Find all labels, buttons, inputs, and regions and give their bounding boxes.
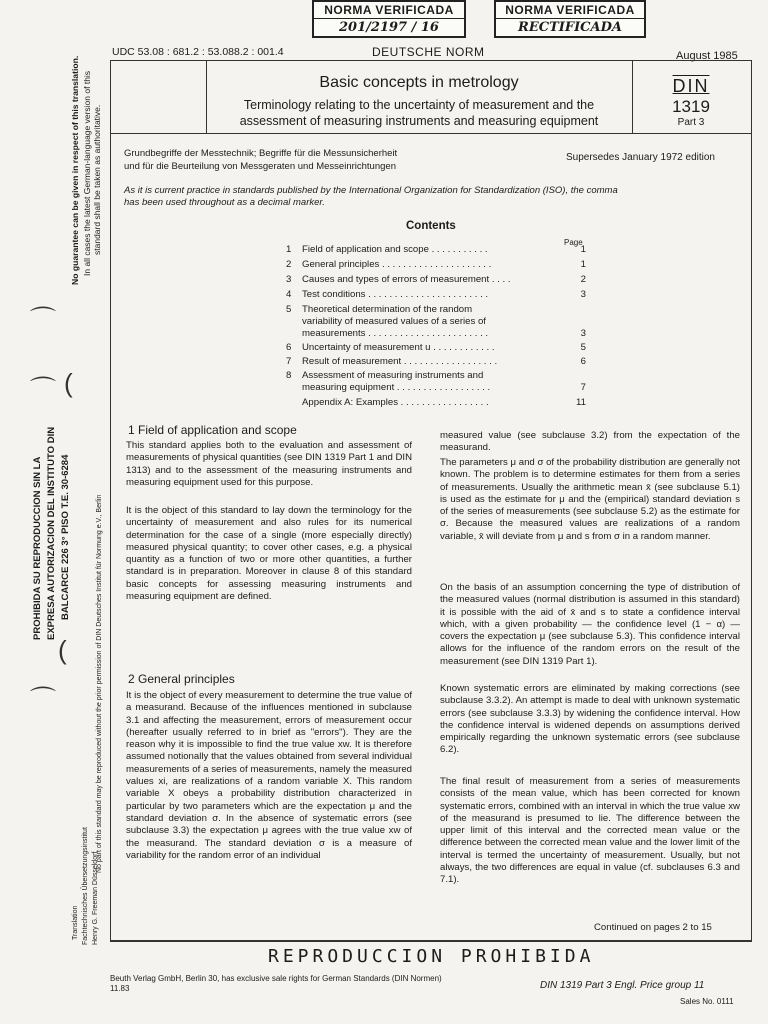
toc-label: Causes and types of errors of measurement . . . . <box>302 274 511 285</box>
iso-note-2: has been used throughout as a decimal marker. <box>124 197 325 208</box>
stamp-signature: 201/2197 / 16 <box>339 20 439 35</box>
punch-mark: ⌒ <box>30 305 57 335</box>
section-1-heading: 1 Field of application and scope <box>128 423 297 437</box>
margin-copyright: No part of this standard may be reproduced without the prior permission of DIN Deutsches Institut für Normung e.V., Berlin <box>96 494 103 873</box>
right-col-para-5: The final result of measurement from a series of measurements consists of the mean value, which has been corrected for known systematic errors, combined with an interval in which the true value xw of the measurand is presumed to lie. The difference between the upper limit of this interval and the corrected mean value or the difference between the corrected mean value and the lower limit of the interval is termed the uncertainty of measurement. Usually, but not always, the two differences are equal in value (cf. subclauses 6.3 and 7.1). <box>440 776 740 886</box>
toc-label: Field of application and scope . . . . . . . . . . . <box>302 244 488 255</box>
publication-date: August 1985 <box>676 50 738 62</box>
toc-page: 1 <box>580 259 586 270</box>
right-col-para-3: On the basis of an assumption concerning the type of distribution of the measured values (normal distribution is assumed in this standard) it is possible with the aid of x̄ and s to state a confidence interval which, with a given probability — the confidence level (1 − α) — covers the expectation μ (see subclause 5.3). This confidence interval allows for the influence of the random errors on the result of the measurement (see DIN 1319 Part 1). <box>440 582 740 667</box>
toc-number: 1 <box>286 244 292 255</box>
stamp-header: NORMA VERIFICADA <box>314 2 464 19</box>
toc-label: variability of measured values of a series of <box>302 316 486 327</box>
toc-label: measuring equipment . . . . . . . . . . . . . . . . . . <box>302 382 491 393</box>
footer-reference: DIN 1319 Part 3 Engl. Price group 11 <box>540 980 705 991</box>
toc-page: 1 <box>580 244 586 255</box>
header-bottom-rule <box>110 133 752 134</box>
section-1-para-1: This standard applies both to the evaluation and assessment of measurements of physical quantities (see DIN 1319 Part 1 and DIN 1313) and to the assessment of the measuring instruments and measuring equipment used for this purpose. <box>126 440 412 488</box>
verification-stamp-left <box>312 0 466 38</box>
margin-registration-3: BALCARCE 226 3° PISO T.E. 30-6284 <box>60 454 71 620</box>
right-col-para-1: measured value (see subclause 3.2) from the expectation of the measurand. <box>440 430 740 454</box>
toc-page: 2 <box>580 274 586 285</box>
toc-number: 5 <box>286 304 292 315</box>
toc-page: 7 <box>580 382 586 393</box>
margin-guarantee-1: No guarantee can be given in respect of this translation. <box>70 55 80 285</box>
punch-mark: ( <box>58 635 67 665</box>
document-title: Basic concepts in metrology <box>319 74 519 91</box>
toc-label: Assessment of measuring instruments and <box>302 370 484 381</box>
right-col-para-4: Known systematic errors are eliminated by making corrections (see subclause 3.3.2). An attempt is made to deal with unknown systematic errors (see subclause 3.3.3) by widening the confidence interval. How the confidence interval is widened depends on assumptions derived empirically regarding the unknown systematic errors (see subclause 6.2). <box>440 683 740 756</box>
toc-label: measurements . . . . . . . . . . . . . . . . . . . . . . . <box>302 328 489 339</box>
footer-beuth: Beuth Verlag GmbH, Berlin 30, has exclusive sale rights for German Standards (DIN Normen) <box>110 974 442 983</box>
punch-mark: ( <box>64 368 73 398</box>
margin-translation-1: Translation <box>72 905 79 940</box>
toc-label: Theoretical determination of the random <box>302 304 473 315</box>
verification-stamp-right <box>494 0 646 38</box>
toc-label: Appendix A: Examples . . . . . . . . . . . . . . . . . <box>302 397 489 408</box>
punch-mark: ⌒ <box>30 375 57 405</box>
toc-number: 2 <box>286 259 292 270</box>
din-label: DIN <box>672 76 710 96</box>
toc-page: 3 <box>580 328 586 339</box>
stamp-header: NORMA VERIFICADA <box>496 2 644 19</box>
toc-number: 6 <box>286 342 292 353</box>
german-title-2: und für die Beurteilung von Messgeraten und Messeinrichtungen <box>124 161 396 172</box>
margin-translation-2: Fachtechnisches Übersetzungsinstitut <box>82 827 89 945</box>
iso-note-1: As it is current practice in standards published by the International Organization for Standardization (ISO), the comma <box>124 185 618 196</box>
section-1-para-2: It is the object of this standard to lay down the terminology for the uncertainty of measurement and also rules for its numerical determination for the case of a single (more especially directly) measured physical quantity; to cover other cases, e.g. a physical quantity as a function of two or more other quantities, a further standard is in preparation. Moreover in clause 8 of this standard basic concepts for assessing measuring instruments and measuring equipment are defined. <box>126 505 412 603</box>
continued-note: Continued on pages 2 to 15 <box>594 922 712 933</box>
udc-code: UDC 53.08 : 681.2 : 53.088.2 : 001.4 <box>112 46 284 58</box>
section-2-heading: 2 General principles <box>128 672 235 686</box>
footer-sales-no: Sales No. 0111 <box>680 997 734 1006</box>
toc-label: Test conditions . . . . . . . . . . . . . . . . . . . . . . . <box>302 289 489 300</box>
din-number: 1319 <box>672 97 710 116</box>
footer-code: 11.83 <box>110 984 130 993</box>
toc-label: Result of measurement . . . . . . . . . . . . . . . . . . <box>302 356 498 367</box>
toc-label: General principles . . . . . . . . . . . . . . . . . . . . . <box>302 259 492 270</box>
toc-label: Uncertainty of measurement u . . . . . . . . . . . . <box>302 342 495 353</box>
german-title-1: Grundbegriffe der Messtechnik; Begriffe für die Messunsicherheit <box>124 148 398 159</box>
stamp-signature: RECTIFICADA <box>518 20 622 35</box>
din-block <box>632 76 750 128</box>
din-part: Part 3 <box>677 117 705 128</box>
toc-page: 3 <box>580 289 586 300</box>
toc-page: 5 <box>580 342 586 353</box>
document-subtitle-1: Terminology relating to the uncertainty of measurement and the <box>243 98 595 112</box>
punch-mark: ⌒ <box>30 685 57 715</box>
supersedes-note: Supersedes January 1972 edition <box>566 152 715 163</box>
footer-rule <box>110 940 752 941</box>
reproduction-prohibited-stamp: REPRODUCCION PROHIBIDA <box>268 946 595 967</box>
contents-page-label: Page <box>564 238 583 247</box>
toc-page: 6 <box>580 356 586 367</box>
margin-registration-2: EXPRESA AUTORIZACION DEL INSTITUTO DIN <box>46 426 57 640</box>
contents-heading: Contents <box>406 220 456 232</box>
right-col-para-2: The parameters μ and σ of the probability distribution are generally not known. The problem is to determine estimates for them from a series of measurements. Usually the arithmetic mean x̄ (see subclause 5.1) is used as the estimate for μ and the (empirical) standard deviation s of the series of measurements (see subclause 5.2) as the estimate for σ. Because the measured values are realizations of a random variable, x̄ will deviate from μ and s from σ in a random manner. <box>440 457 740 542</box>
toc-number: 4 <box>286 289 292 300</box>
toc-number: 7 <box>286 356 292 367</box>
section-2-para-1: It is the object of every measurement to determine the true value of a measurand. Because of the influences mentioned in subclause 3.1 and affecting the measurement, errors of measurement occur (hereafter usually referred to in brief as "errors"). They are the reason why it is impossible to find the true value xw. It is therefore assumed notionally that the values obtained from several individual measurements of a series of measurements, namely the measured values xi, are realizations of a random variable X. This random variable X obeys a probability distribution characterized in particular by two parameters which are the expectation μ and the standard deviation σ. In the absence of systematic errors (see subclause 3.3) the expectation μ agrees with the true value xw of the measurand. The standard deviation σ is a measure of variability for the random error of an individual <box>126 690 412 861</box>
margin-registration-1: PROHIBIDA SU REPRODUCCION SIN LA <box>32 456 43 640</box>
document-subtitle-2: assessment of measuring instruments and measuring equipment <box>239 114 599 128</box>
toc-number: 3 <box>286 274 292 285</box>
deutsche-norm-label: DEUTSCHE NORM <box>372 45 485 59</box>
toc-page: 11 <box>576 397 586 408</box>
margin-guarantee-3: standard shall be taken as authoritative. <box>92 104 102 255</box>
margin-guarantee-2: In all cases the latest German-language version of this <box>82 70 92 276</box>
margin-translation-3: Henry G. Freeman Düsseldorf <box>92 851 99 945</box>
toc-number: 8 <box>286 370 292 381</box>
